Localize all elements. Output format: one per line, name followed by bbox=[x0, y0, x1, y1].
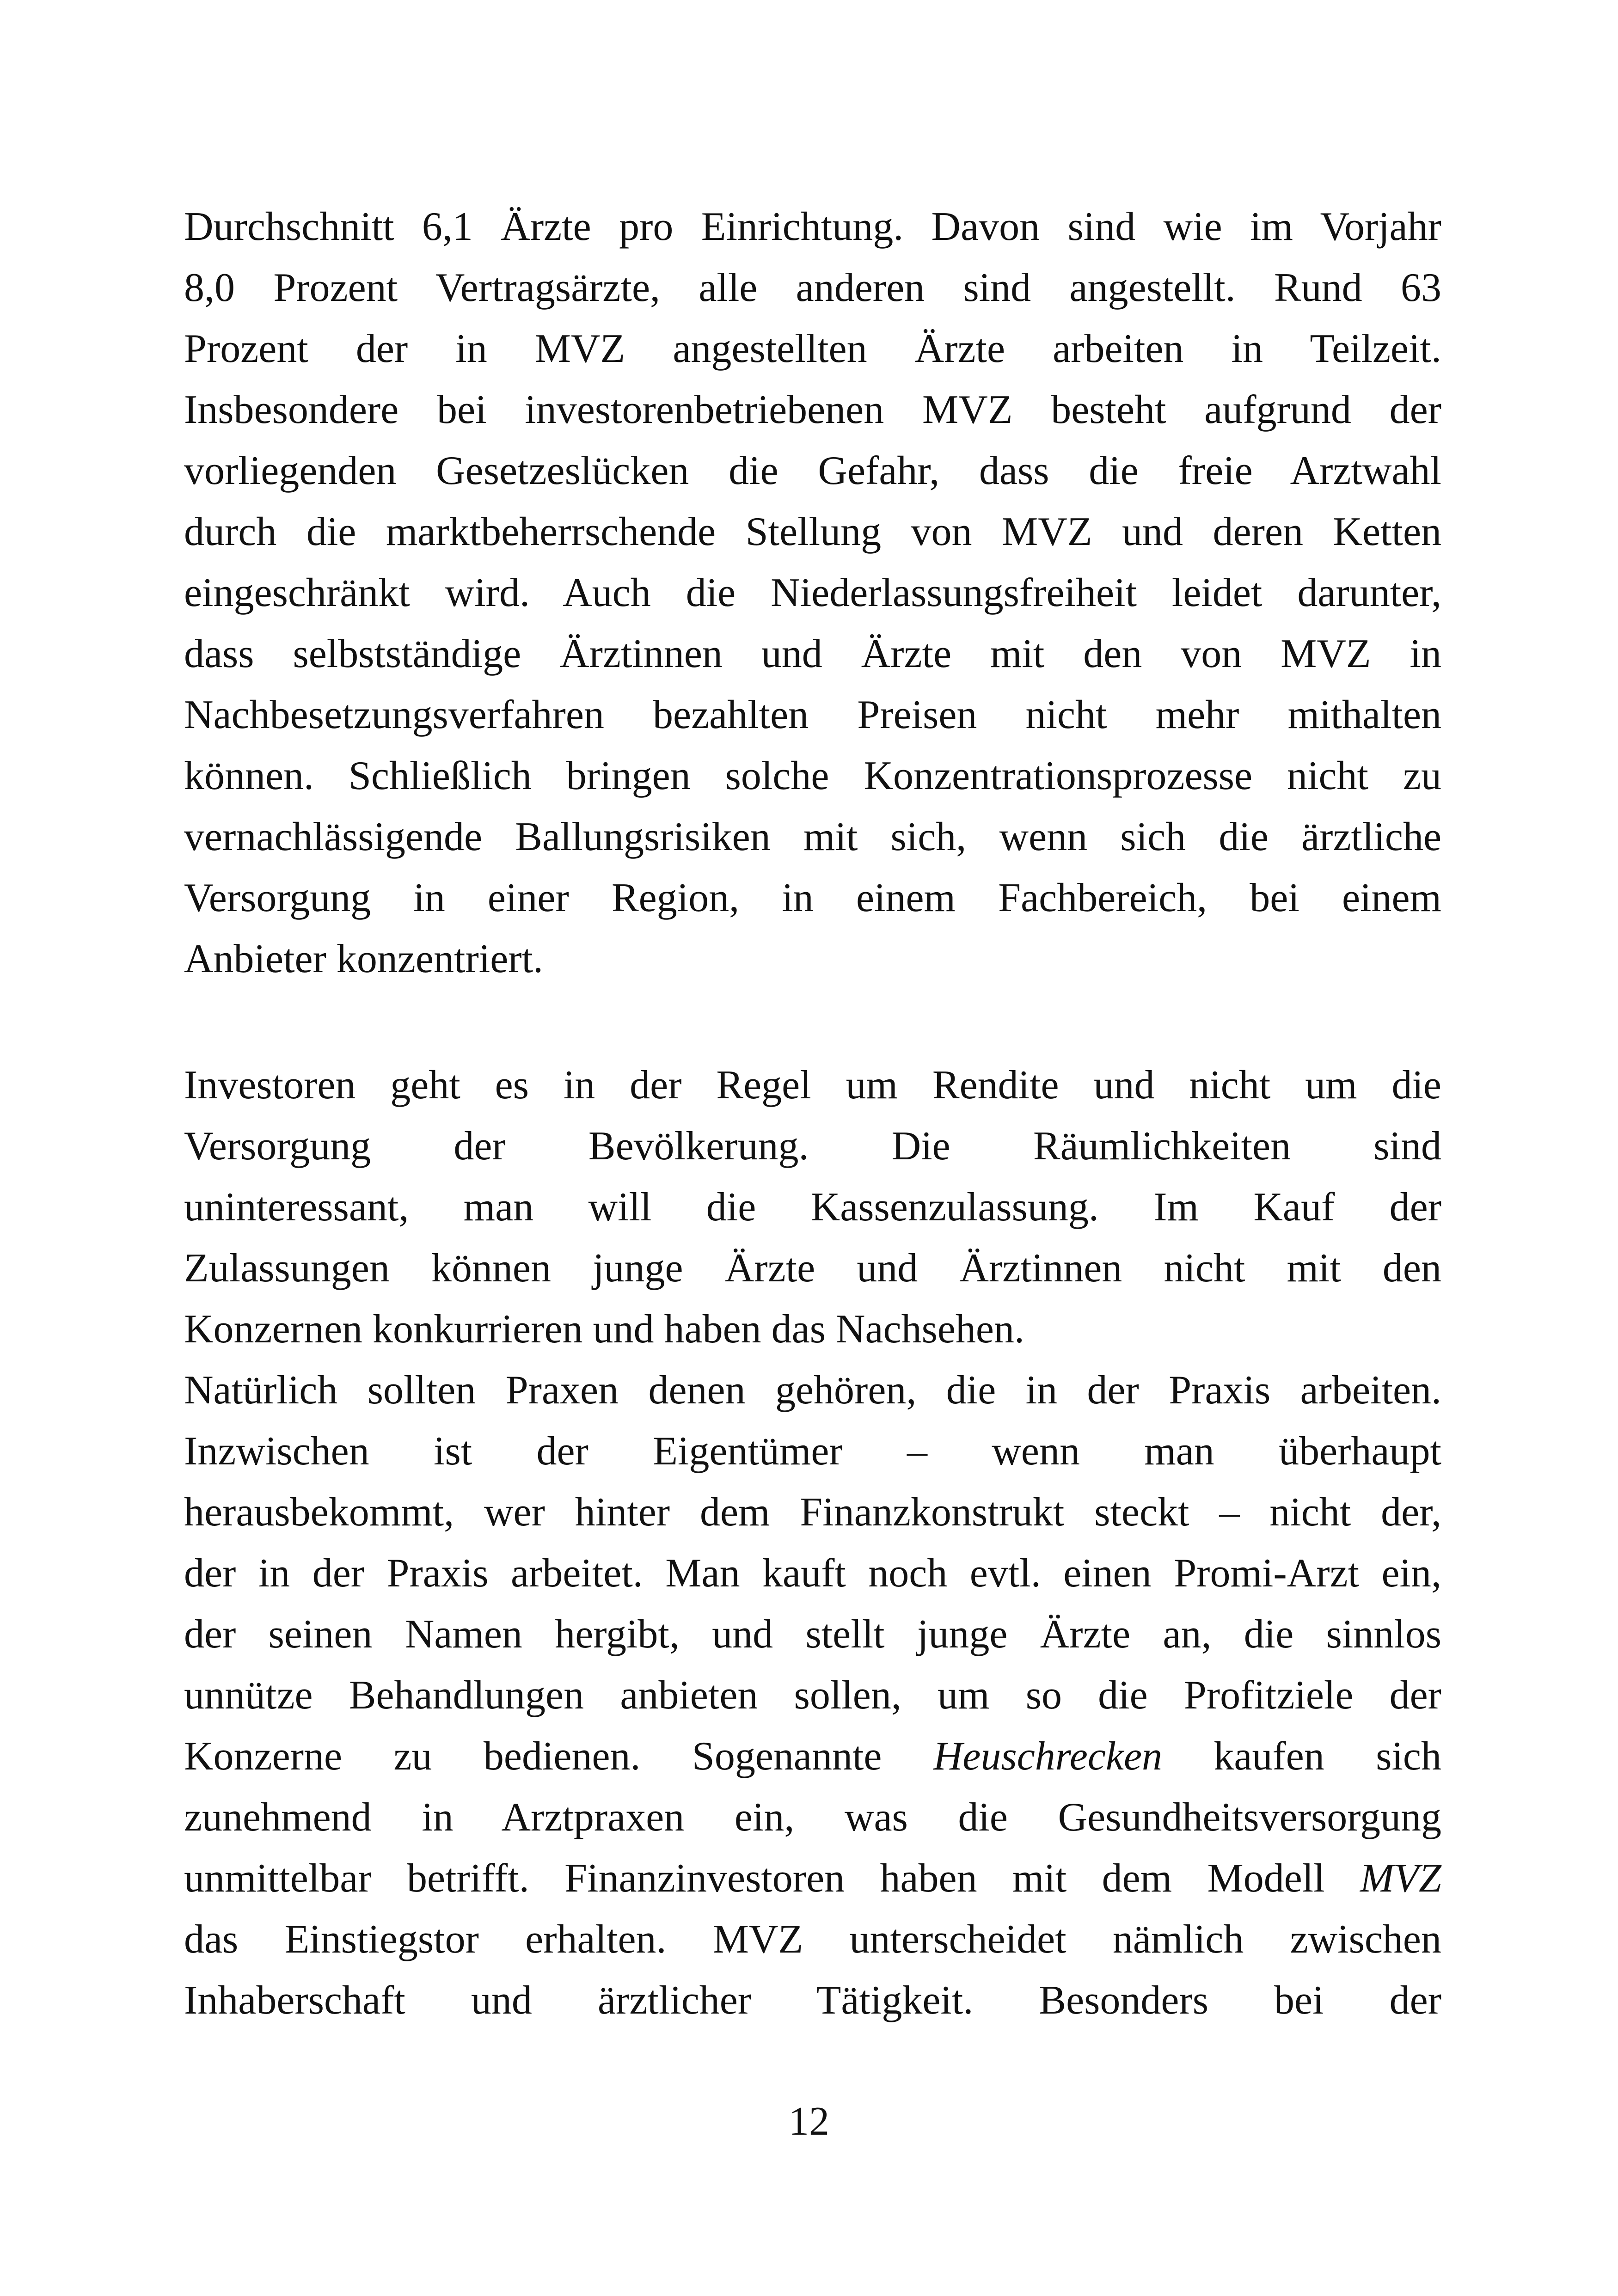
text-line: vernachlässigende Ballungsrisiken mit sich, wenn sich die ärztliche bbox=[184, 814, 1441, 859]
text-line: eingeschränkt wird. Auch die Niederlassungsfreiheit leidet darunter, bbox=[184, 570, 1441, 615]
text-line: durch die marktbeherrschende Stellung von MVZ und deren Ketten bbox=[184, 509, 1441, 554]
text-line: 8,0 Prozent Vertragsärzte, alle anderen sind angestellt. Rund 63 bbox=[184, 265, 1441, 310]
text-line: Durchschnitt 6,1 Ärzte pro Einrichtung. Davon sind wie im Vorjahr bbox=[184, 204, 1441, 249]
text-run: kaufen sich bbox=[1162, 1734, 1441, 1779]
text-line: Prozent der in MVZ angestellten Ärzte arbeiten in Teilzeit. bbox=[184, 326, 1441, 371]
text-line: das Einstiegstor erhalten. MVZ unterscheidet nämlich zwischen bbox=[184, 1917, 1441, 1962]
text-line: Konzernen konkurrieren und haben das Nachsehen. bbox=[184, 1307, 1024, 1352]
text-line: herausbekommt, wer hinter dem Finanzkonstrukt steckt – nicht der, bbox=[184, 1490, 1441, 1535]
text-line: Versorgung der Bevölkerung. Die Räumlichkeiten sind bbox=[184, 1124, 1441, 1169]
emphasis-heuschrecken: Heuschrecken bbox=[933, 1734, 1163, 1779]
text-line: Insbesondere bei investorenbetriebenen MVZ besteht aufgrund der bbox=[184, 387, 1441, 432]
text-line bbox=[184, 1726, 1441, 1787]
text-line: der in der Praxis arbeitet. Man kauft noch evtl. einen Promi-Arzt ein, bbox=[184, 1551, 1441, 1596]
text-line: uninteressant, man will die Kassenzulassung. Im Kauf der bbox=[184, 1185, 1441, 1230]
paragraph-3 bbox=[184, 1360, 1441, 2031]
paragraph-2 bbox=[184, 1055, 1441, 1360]
text-line: Investoren geht es in der Regel um Rendite und nicht um die bbox=[184, 1063, 1441, 1108]
text-line: Versorgung in einer Region, in einem Fachbereich, bei einem bbox=[184, 876, 1441, 920]
text-line: Zulassungen können junge Ärzte und Ärztinnen nicht mit den bbox=[184, 1246, 1441, 1291]
text-line: können. Schließlich bringen solche Konzentrationsprozesse nicht zu bbox=[184, 753, 1441, 798]
text-line: Inhaberschaft und ärztlicher Tätigkeit. Besonders bei der bbox=[184, 1978, 1441, 2023]
page-number: 12 bbox=[789, 2099, 829, 2144]
text-run: unmittelbar betrifft. Finanzinvestoren haben mit dem Modell bbox=[184, 1856, 1360, 1901]
text-run: Konzerne zu bedienen. Sogenannte bbox=[184, 1734, 933, 1779]
text-line: unnütze Behandlungen anbieten sollen, um so die Profitziele der bbox=[184, 1673, 1441, 1718]
text-line: Nachbesetzungsverfahren bezahlten Preisen nicht mehr mithalten bbox=[184, 692, 1441, 737]
text-line: zunehmend in Arztpraxen ein, was die Gesundheitsversorgung bbox=[184, 1795, 1441, 1840]
text-line: Natürlich sollten Praxen denen gehören, die in der Praxis arbeiten. bbox=[184, 1368, 1441, 1413]
text-line: Anbieter konzentriert. bbox=[184, 937, 544, 981]
text-line: vorliegenden Gesetzeslücken die Gefahr, dass die freie Arztwahl bbox=[184, 448, 1441, 493]
paragraph-1 bbox=[184, 196, 1441, 990]
text-line: dass selbstständige Ärztinnen und Ärzte mit den von MVZ in bbox=[184, 631, 1441, 676]
text-line bbox=[184, 1848, 1441, 1909]
emphasis-mvz: MVZ bbox=[1360, 1856, 1441, 1901]
text-line: Inzwischen ist der Eigentümer – wenn man überhaupt bbox=[184, 1429, 1441, 1474]
text-line: der seinen Namen hergibt, und stellt junge Ärzte an, die sinnlos bbox=[184, 1612, 1441, 1657]
